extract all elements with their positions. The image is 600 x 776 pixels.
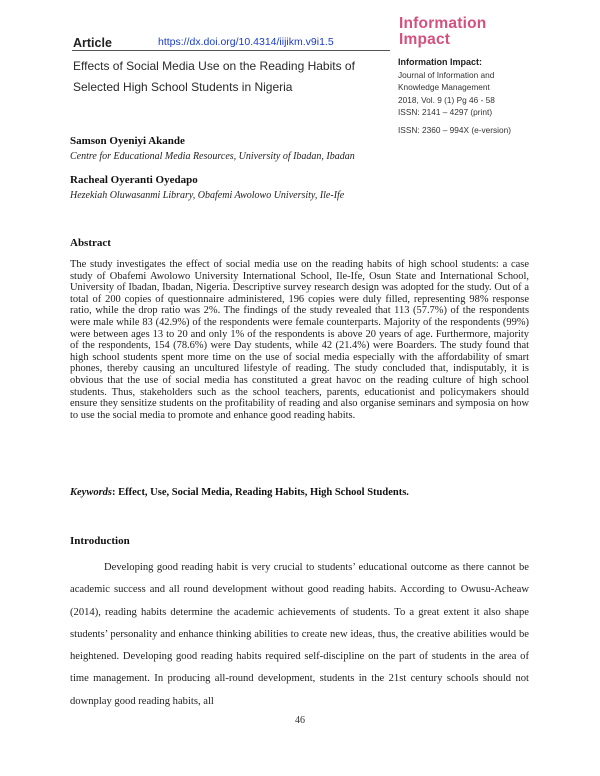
abstract-heading: Abstract	[70, 237, 111, 249]
keywords-label: Keywords	[70, 487, 112, 498]
journal-eissn: ISSN: 2360 – 994X (e-version)	[398, 124, 511, 135]
keywords-line	[70, 487, 409, 498]
journal-brand-logo	[399, 16, 486, 48]
journal-title: Information Impact:	[398, 57, 483, 67]
introduction-heading: Introduction	[70, 535, 130, 547]
journal-line-2: Knowledge Management	[398, 82, 490, 92]
brand-line-2: Impact	[399, 31, 451, 48]
keywords-list: : Effect, Use, Social Media, Reading Habits, High School Students.	[112, 487, 409, 498]
introduction-text: Developing good reading habit is very crucial to students’ educational outcome as there cannot be academic success and all round development without good reading habits. According to Owusu-Acheaw (2014), reading habits determine the academic achievements of students. To a great extent it also shape students’ personality and enhance thinking abilities to create new ideas, thus, the creative abilities would be heightened. Developing good reading habits required self-discipline on the part of students in the area of time management. In producing all-round development, students in the 21st century schools should not downplay good reading habits, all	[70, 562, 529, 707]
author-name: Racheal Oyeranti Oyedapo	[70, 174, 198, 186]
author-affiliation: Centre for Educational Media Resources, University of Ibadan, Ibadan	[70, 151, 355, 162]
journal-info	[398, 56, 548, 136]
doi-link[interactable]: https://dx.doi.org/10.4314/iijikm.v9i1.5	[158, 36, 334, 48]
brand-line-1: Information	[399, 15, 487, 32]
journal-line-1: Journal of Information and	[398, 69, 495, 80]
author-affiliation: Hezekiah Oluwasanmi Library, Obafemi Awolowo University, Ile-Ife	[70, 190, 345, 201]
page-number: 46	[295, 715, 305, 726]
abstract-text: The study investigates the effect of social media use on the reading habits of high school students: a case study of Obafemi Awolowo University International School, Ile-Ife, Osun State and International School, University of Ibadan, Ibadan, Nigeria. Descriptive survey research design was adopted for the study. Out of a total of 200 copies of questionnaire administered, 196 copies were duly filled, representing 98% response ratio, while the drop ratio was 2%. The findings of the study revealed that 113 (57.7%) of the respondents were male while 83 (42.9%) of the respondents were female counterparts. Majority of the respondents (99%) were between ages 13 to 20 and only 1% of the respondents is above 20 years of age. Furthermore, majority of the respondents, 154 (78.6%) were Day students, while 42 (21.4%) were Boarders. The study found that high school students spent more time on the use of social media especially with the affordability of smart phones, thereby causing an uncultured lifestyle of reading. The study concluded that, indisputably, it is obvious that the use of social media has constituted a great havoc on the reading culture of high school students. Thus, stakeholders such as the school teachers, parents, educationist and policymakers should ensure they sensitize students on the profitability of reading and also organise seminars and symposia on how to use the social media to promote and enhance good reading habits.	[70, 259, 529, 421]
author-name: Samson Oyeniyi Akande	[70, 135, 185, 147]
header-rule	[72, 50, 390, 51]
journal-line-3: 2018, Vol. 9 (1) Pg 46 - 58	[398, 94, 495, 105]
paper-title: Effects of Social Media Use on the Reading Habits of Selected High School Students in Nigeria	[73, 59, 355, 94]
journal-line-4: ISSN: 2141 – 4297 (print)	[398, 107, 493, 117]
article-label: Article	[73, 36, 112, 50]
